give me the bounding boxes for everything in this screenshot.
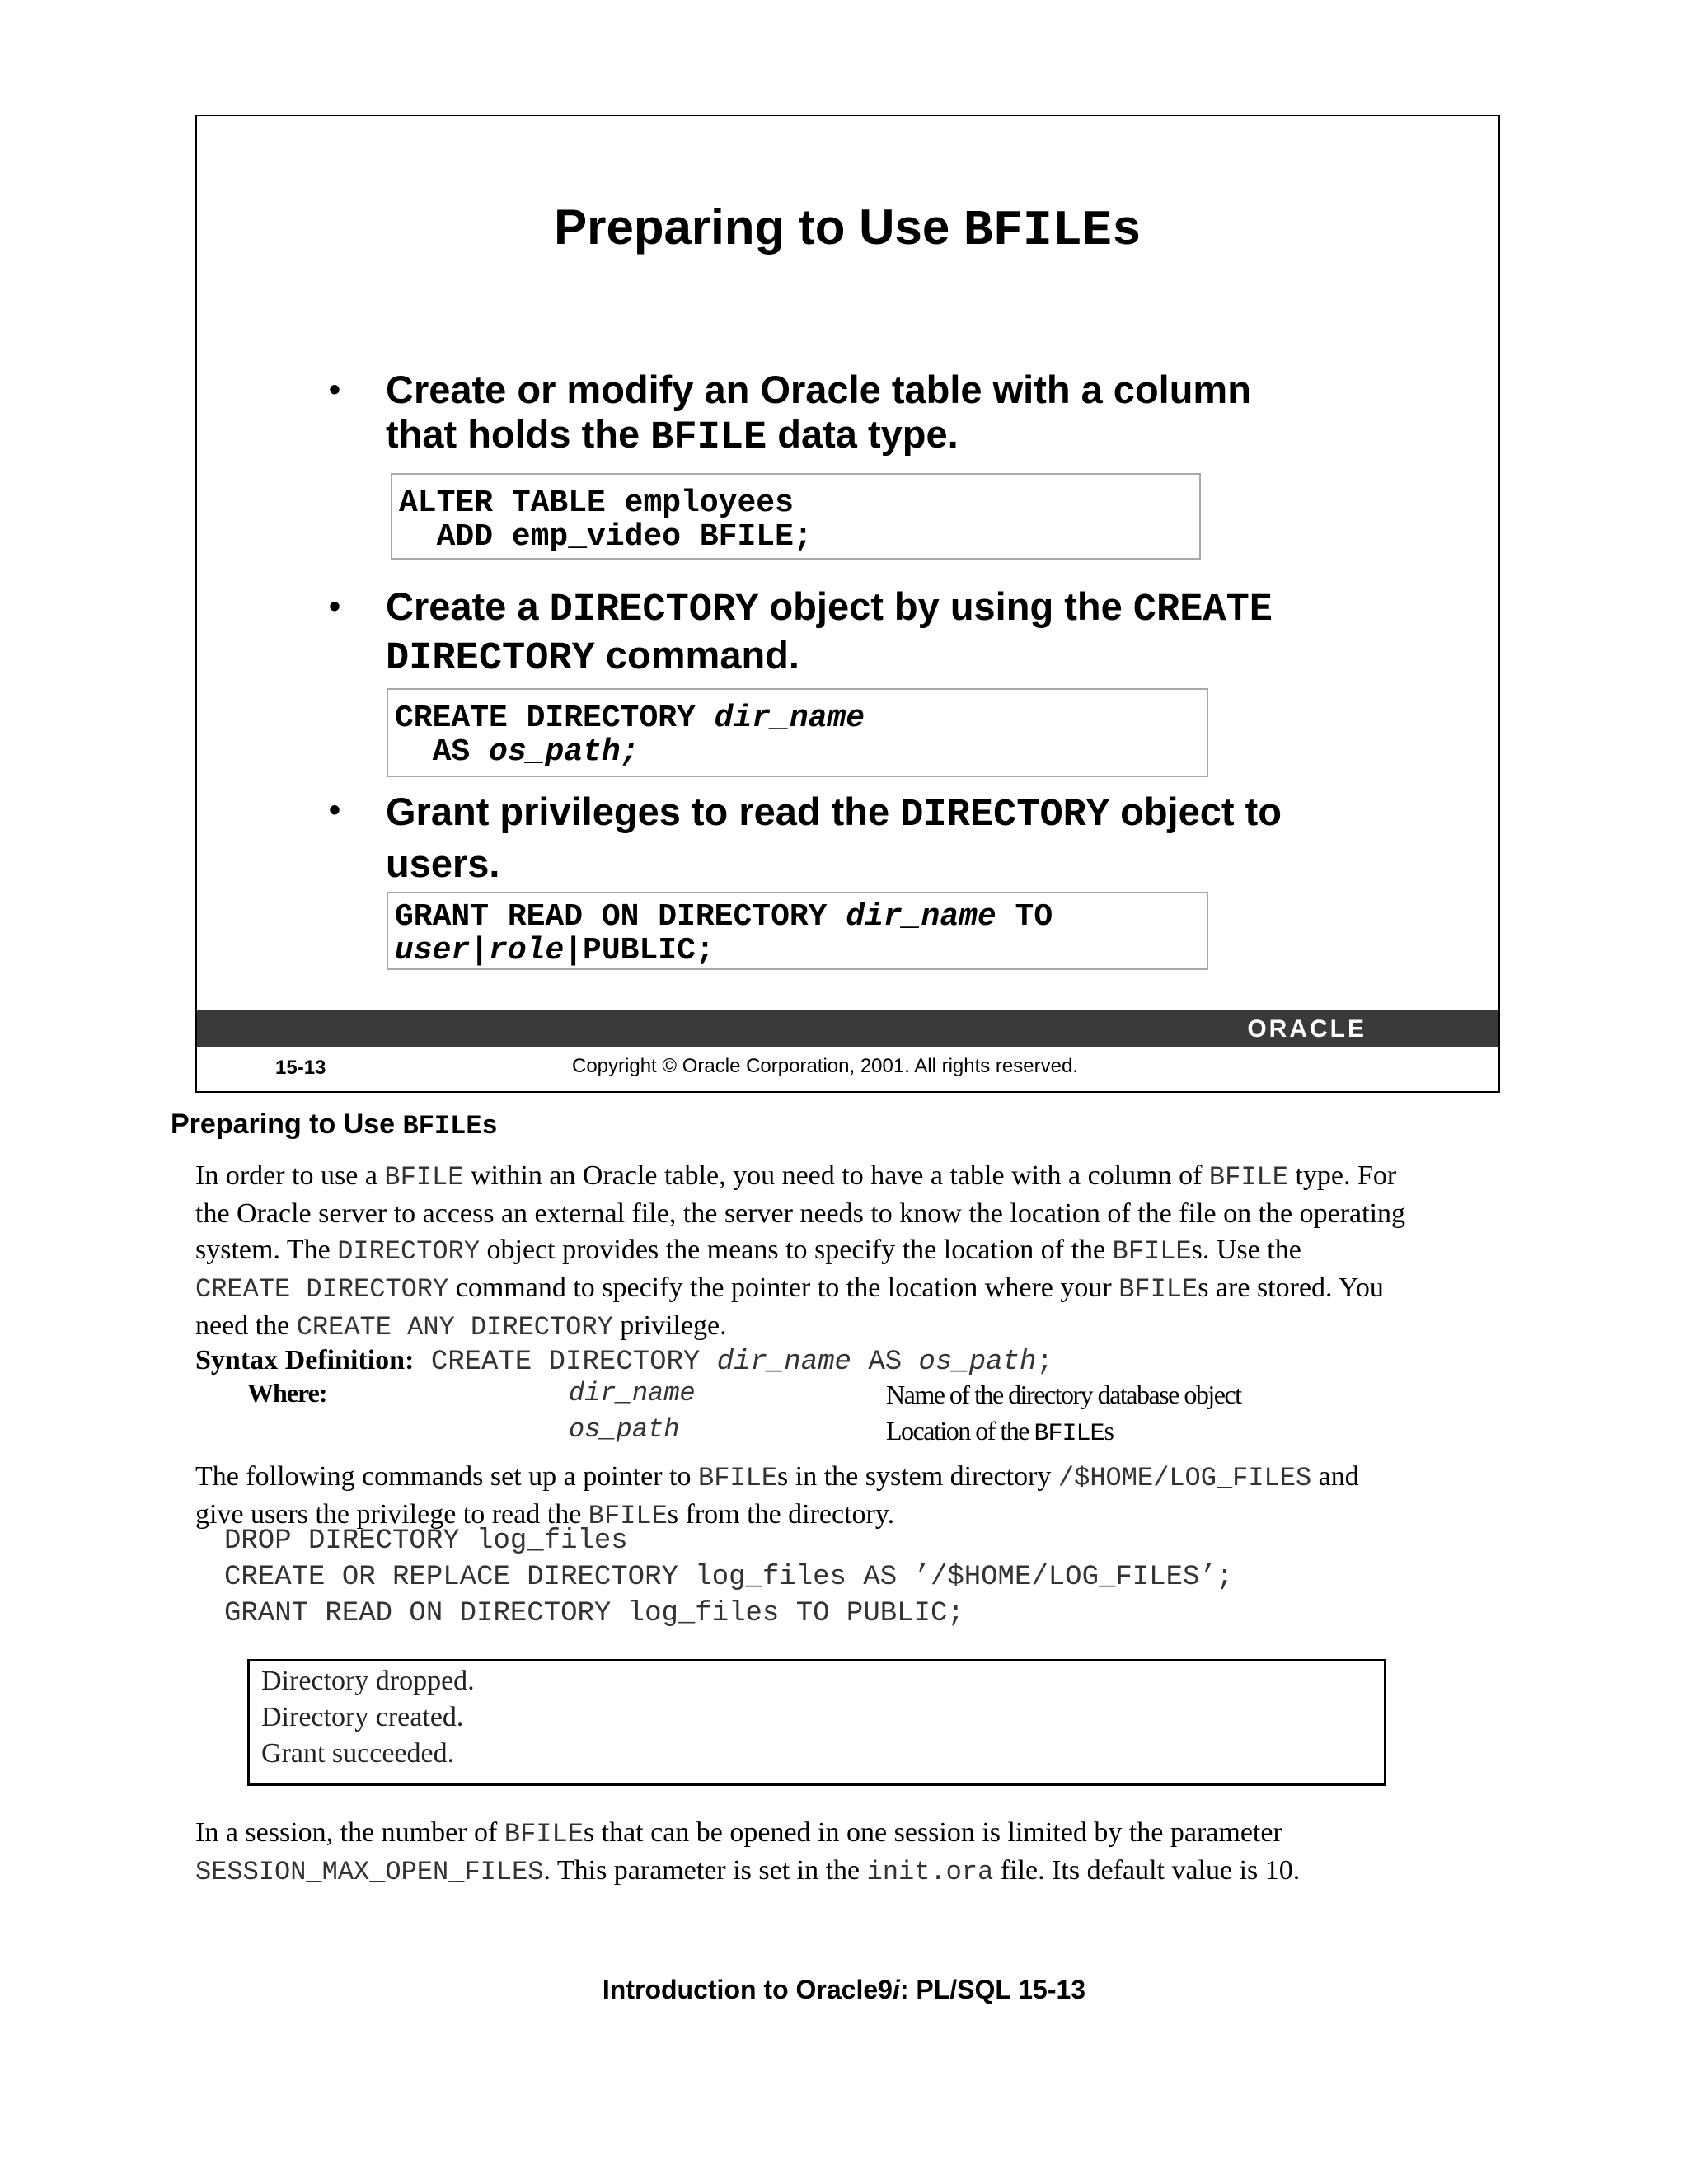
syntax-definition: Syntax Definition: CREATE DIRECTORY dir_name AS os_path;: [195, 1345, 1053, 1378]
copyright-text: Copyright © Oracle Corporation, 2001. All rights reserved.: [572, 1055, 1078, 1077]
code-box-create-directory: CREATE DIRECTORY dir_name AS os_path;: [387, 688, 1208, 777]
param-os-path: os_path: [569, 1414, 680, 1445]
bullet-dot-icon: •: [329, 372, 341, 408]
notes-paragraph-2: The following commands set up a pointer to BFILEs in the system directory /$HOME/LOG_FILES and give users the privilege to read the BFILEs from the directory.: [195, 1461, 1359, 1531]
slide-footer-bar: [197, 1010, 1498, 1047]
code-box-grant-read: GRANT READ ON DIRECTORY dir_name TO user|role|PUBLIC;: [387, 892, 1208, 970]
param-dir-name-desc: Name of the directory database object: [886, 1380, 1241, 1409]
bullet-dot-icon: •: [329, 792, 341, 828]
slide-number: 15-13: [275, 1057, 326, 1079]
oracle-logo: ORACLE: [1247, 1015, 1367, 1043]
code-box-alter-table: ALTER TABLE employees ADD emp_video BFILE;: [391, 473, 1201, 560]
code-example: DROP DIRECTORY log_files CREATE OR REPLACE DIRECTORY log_files AS ’/$HOME/LOG_FILES’; GRANT READ ON DIRECTORY log_files TO PUBLIC;: [224, 1526, 1234, 1629]
slide-title: Preparing to Use BFILEs: [554, 199, 1142, 260]
sql-output-box: Directory dropped. Directory created. Grant succeeded.: [247, 1659, 1386, 1786]
bullet-1-text: Create or modify an Oracle table with a column that holds the BFILE data type.: [386, 368, 1251, 460]
notes-paragraph-1: In order to use a BFILE within an Oracle table, you need to have a table with a column of BFILE type. For the Oracle server to access an external file, the server needs to know the location of the file on the operating system. The DIRECTORY object provides the means to specify the location of the BFILEs. Use the CREATE DIRECTORY command to specify the pointer to the location where your BFILEs are stored. You need the CREATE ANY DIRECTORY privilege.: [195, 1160, 1406, 1343]
where-label: Where:: [247, 1378, 327, 1408]
param-os-path-desc: Location of the BFILEs: [886, 1416, 1114, 1448]
notes-paragraph-3: In a session, the number of BFILEs that can be opened in one session is limited by the parameter SESSION_MAX_OPEN_FILES. This parameter is set in the init.ora file. Its default value is 10.: [195, 1817, 1301, 1887]
bullet-dot-icon: •: [329, 588, 341, 625]
page-footer: Introduction to Oracle9i: PL/SQL 15-13: [602, 1975, 1086, 2004]
bullet-3-text: Grant privileges to read the DIRECTORY object to users.: [386, 790, 1282, 885]
notes-heading: Preparing to Use BFILEs: [171, 1108, 498, 1141]
param-dir-name: dir_name: [569, 1378, 696, 1408]
slide-frame: [195, 115, 1500, 1093]
bullet-2-text: Create a DIRECTORY object by using the CREATE DIRECTORY command.: [386, 584, 1273, 681]
